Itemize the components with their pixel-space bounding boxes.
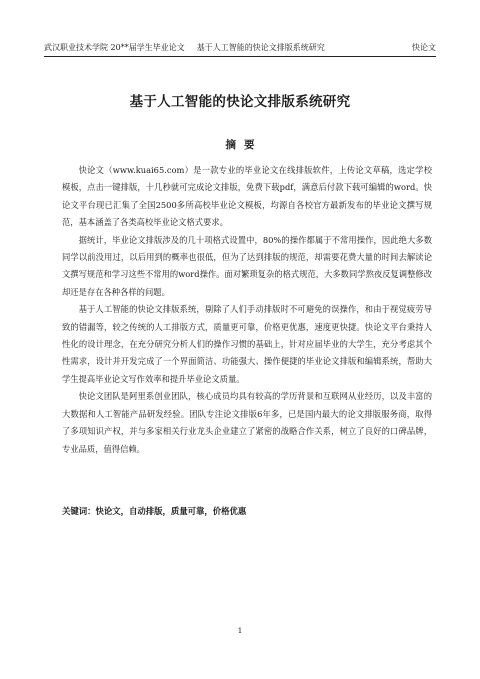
- header-thesis-title: 基于人工智能的快论文排版系统研究: [196, 43, 325, 52]
- header-brand: 快论文: [412, 43, 436, 52]
- paper-title: 基于人工智能的快论文排版系统研究: [129, 94, 351, 110]
- abstract-paragraph-1: 快论文（www.kuai65.com）是一款专业的毕业论文在线排版软件，上传论文草稿，选定学校模板，点击一键排版，十几秒就可完成论文排版，免费下载pdf，满意后付款下载可编辑的word。快论文平台现已汇集了全国2500多所高校毕业论文模板，均源自各校官方最新发布的毕业论文撰写规范，基本涵盖了各类高校毕业论文格式要求。: [62, 165, 432, 228]
- abstract-body: [62, 162, 432, 458]
- keywords-label: 关键词：: [62, 506, 96, 516]
- header-school: 武汉职业技术学院 20**届学生毕业论文: [44, 43, 185, 52]
- abstract-heading: 摘要: [225, 139, 263, 151]
- abstract-paragraph-3: 基于人工智能的快论文排版系统，剔除了人们手动排版时不可避免的误操作，和由于视觉疲劳导致的错漏等，较之传统的人工排版方式，质量更可靠，价格更优惠，速度更快捷。快论文平台秉持人性化的设计理念，在充分研究分析人们的操作习惯的基础上，针对应届毕业的大学生，充分考虑其个性需求，设计并开发完成了一个界面简洁、功能强大、操作便捷的毕业论文排版和编辑系统，帮助大学生提高毕业论文写作效率和提升毕业论文质量。: [62, 304, 432, 384]
- running-header: [44, 40, 436, 57]
- keywords-list: 快论文，自动排版，质量可靠，价格优惠: [95, 506, 247, 516]
- abstract-paragraph-2: 据统计，毕业论文排版涉及的几十项格式设置中，80%的操作都属于不常用操作，因此绝大多数同学以前没用过，以后用到的概率也很低，但为了达到排版的规范，却需要花费大量的时间去解读论文撰写规范和学习这些不常用的word操作。面对繁琐复杂的格式规范，大多数同学熬夜反复调整修改却还是存在各种各样的问题。: [62, 234, 432, 297]
- page-number: 1: [237, 626, 243, 635]
- abstract-paragraph-4: 快论文团队是阿里系创业团队，核心成员均具有较高的学历背景和互联网从业经历，以及丰富的大数据和人工智能产品研发经验。团队专注论文排版6年多，已是国内最大的论文排版服务商，取得了多项知识产权，并与多家相关行业龙头企业建立了紧密的战略合作关系，树立了良好的口碑品牌，专业品质，值得信赖。: [62, 391, 432, 454]
- keywords-line: [62, 503, 432, 519]
